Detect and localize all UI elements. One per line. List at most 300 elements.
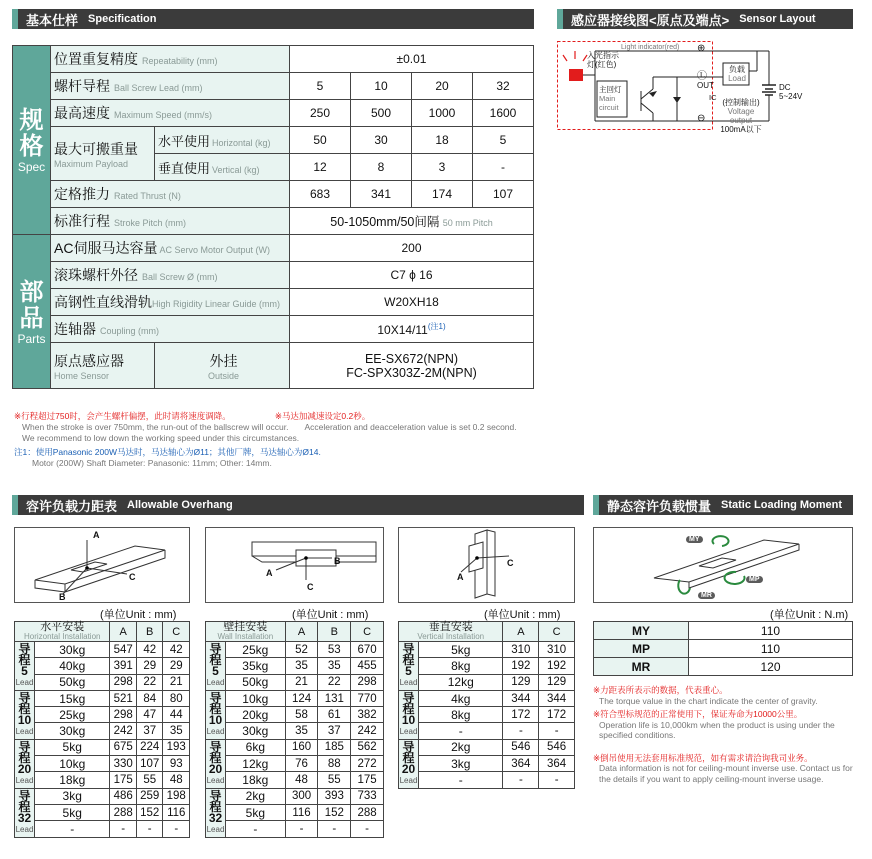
value-cell: 298	[351, 674, 384, 690]
value-cell: 298	[110, 707, 137, 723]
coupling-label: 连轴器 Coupling (mm)	[51, 316, 290, 343]
table-row	[206, 804, 384, 820]
spec-row-speed	[13, 100, 534, 127]
table-row	[15, 788, 190, 804]
horizontal-label: 水平使用 Horizontal (kg)	[155, 127, 290, 154]
note-motor-en: Motor (200W) Shaft Diameter: Panasonic: 11mm; Other: 14mm.	[32, 458, 272, 468]
value-cell: 116	[163, 804, 190, 820]
vertical-diagram	[398, 527, 575, 603]
value-cell: 131	[318, 690, 351, 706]
value-cell: 192	[503, 658, 539, 674]
minus-terminal: ⊖	[697, 113, 706, 124]
table-row	[206, 690, 384, 706]
table-row	[399, 739, 575, 755]
moment-unit-label: (单位Unit : N.m)	[770, 609, 849, 621]
screw-label: 滚珠螺杆外径 Ball Screw Ø (mm)	[51, 262, 290, 289]
value-cell: 310	[503, 642, 539, 658]
table-row	[399, 642, 575, 658]
axis-b-label: B	[334, 556, 341, 566]
weight-cell: 50kg	[226, 674, 286, 690]
table-row	[15, 642, 190, 658]
horizontal-value: 5	[473, 127, 534, 154]
value-cell: 193	[163, 739, 190, 755]
repeatability-value: ±0.01	[290, 46, 534, 73]
column-header: A	[110, 622, 137, 642]
spec-row-guide	[13, 289, 534, 316]
axis-c-label: C	[307, 582, 314, 592]
horizontal-unit-label: (单位Unit : mm)	[100, 609, 177, 621]
spec-row-lead	[13, 73, 534, 100]
value-cell: 76	[285, 756, 318, 772]
table-row	[399, 756, 575, 772]
spec-row-coupling	[13, 316, 534, 343]
value-cell: 58	[285, 707, 318, 723]
note-accel-zh: ※马达加减速设定0.2秒。	[274, 411, 371, 421]
note-motor-zh: 注1：使用Panasonic 200W马达时，马达轴心为Ø11；其他厂牌，马达轴心为Ø14.	[14, 447, 321, 457]
value-cell: -	[163, 821, 190, 837]
value-cell: 272	[351, 756, 384, 772]
spec-group-label: 规格 Spec	[13, 46, 51, 235]
weight-cell: 35kg	[226, 658, 286, 674]
value-cell: 44	[163, 707, 190, 723]
moment-note-3-zh: ※倒吊使用无法套用标准规范，如有需求请洽询我司业务。	[593, 752, 813, 763]
value-cell: 546	[503, 739, 539, 755]
motor-value: 200	[290, 235, 534, 262]
main-circuit-label: 主回灯 Main circuit	[599, 85, 622, 112]
spec-row-stroke	[13, 208, 534, 235]
horizontal-diagram	[14, 527, 190, 603]
mp-rotation-icon	[725, 572, 745, 584]
installation-title: 垂直安装 Vertical Installation	[399, 622, 503, 642]
value-cell: 116	[285, 804, 318, 820]
guide-label: 高钢性直线滑轨High Rigidity Linear Guide (mm)	[51, 289, 290, 316]
value-cell: 486	[110, 788, 137, 804]
overhang-section-header	[12, 495, 584, 515]
vertical-label: 垂直使用 Vertical (kg)	[155, 154, 290, 181]
table-row	[206, 658, 384, 674]
speed-value: 500	[351, 100, 412, 127]
value-cell: -	[110, 821, 137, 837]
value-cell: 47	[136, 707, 163, 723]
lead-cell: 导程 10 Lead	[399, 690, 419, 739]
overhang-header-row	[15, 622, 190, 642]
axis-c-label: C	[507, 558, 514, 568]
home-sensor-label: 原点感应器 Home Sensor	[51, 343, 155, 389]
mp-label: MP	[746, 576, 763, 583]
value-cell: 48	[163, 772, 190, 788]
weight-cell: 3kg	[35, 788, 110, 804]
lead-value: 32	[473, 73, 534, 100]
coupling-note-ref: (注1)	[427, 322, 446, 331]
value-cell: 22	[136, 674, 163, 690]
lead-value: 20	[412, 73, 473, 100]
value-cell: 175	[351, 772, 384, 788]
moment-row: MP 110	[594, 640, 853, 658]
table-row	[399, 690, 575, 706]
table-row	[15, 756, 190, 772]
value-cell: 198	[163, 788, 190, 804]
value-cell: 21	[285, 674, 318, 690]
table-row	[206, 739, 384, 755]
value-cell: -	[285, 821, 318, 837]
value-cell: -	[539, 772, 575, 788]
moment-notes	[593, 685, 861, 784]
value-cell: 192	[539, 658, 575, 674]
lead-value: 5	[290, 73, 351, 100]
wall-overhang-table	[205, 621, 384, 838]
value-cell: 88	[318, 756, 351, 772]
value-cell: 35	[318, 658, 351, 674]
weight-cell: 6kg	[226, 739, 286, 755]
value-cell: 22	[318, 674, 351, 690]
value-cell: -	[503, 772, 539, 788]
spec-row-repeatability	[13, 46, 534, 73]
guide-value: W20XH18	[290, 289, 534, 316]
weight-cell: 30kg	[35, 723, 110, 739]
moment-note-1-en: The torque value in the chart indicate the center of gravity.	[599, 695, 818, 706]
spec-row-horizontal	[13, 127, 534, 154]
value-cell: 288	[351, 804, 384, 820]
installation-title: 壁挂安装 Wall Installation	[206, 622, 286, 642]
weight-cell: 8kg	[419, 707, 503, 723]
moment-section-header	[593, 495, 853, 515]
weight-cell: 10kg	[35, 756, 110, 772]
light-label-en: Light indicator(red)	[621, 44, 680, 51]
spec-header-en: Specification	[88, 13, 157, 25]
column-header: B	[136, 622, 163, 642]
lead-cell: 导程 20 Lead	[206, 739, 226, 788]
value-cell: 61	[318, 707, 351, 723]
sensor-header-en: Sensor Layout	[739, 13, 816, 25]
table-row	[206, 723, 384, 739]
table-row	[206, 788, 384, 804]
moment-row: MY 110	[594, 622, 853, 640]
horizontal-overhang-table	[14, 621, 190, 838]
weight-cell: 25kg	[35, 707, 110, 723]
lead-cell: 导程 32 Lead	[15, 788, 35, 837]
speed-value: 1600	[473, 100, 534, 127]
value-cell: -	[318, 821, 351, 837]
table-row	[206, 756, 384, 772]
value-cell: 152	[318, 804, 351, 820]
weight-cell: 3kg	[419, 756, 503, 772]
overhang-header-en: Allowable Overhang	[127, 499, 233, 511]
spec-notes	[14, 411, 544, 469]
coupling-value: 10X14/11$^{(注1)}$	[290, 316, 534, 343]
table-row	[399, 674, 575, 690]
value-cell: 35	[285, 658, 318, 674]
weight-cell: 5kg	[419, 642, 503, 658]
value-cell: 670	[351, 642, 384, 658]
vertical-value: 3	[412, 154, 473, 181]
weight-cell: 40kg	[35, 658, 110, 674]
light-rays-icon	[563, 51, 587, 61]
weight-cell: 5kg	[35, 739, 110, 755]
speed-label: 最高速度 Maximum Speed (mm/s)	[51, 100, 290, 127]
horizontal-value: 30	[351, 127, 412, 154]
axis-b-label: B	[59, 592, 66, 602]
value-cell: 770	[351, 690, 384, 706]
overhang-header-row	[206, 622, 384, 642]
weight-cell: 12kg	[419, 674, 503, 690]
column-header: B	[318, 622, 351, 642]
table-row	[399, 658, 575, 674]
moment-row: MR 120	[594, 658, 853, 676]
control-output-label: (控制输出) Voltage output 100mA以下	[720, 98, 762, 134]
value-cell: 391	[110, 658, 137, 674]
value-cell: 37	[136, 723, 163, 739]
stroke-value: 50-1050mm/50间隔 50 mm Pitch	[290, 208, 534, 235]
table-row	[206, 674, 384, 690]
weight-cell: 12kg	[226, 756, 286, 772]
note-stroke-en: When the stroke is over 750mm, the run-out of the ballscrew will occur.	[22, 422, 289, 432]
weight-cell: -	[35, 821, 110, 837]
table-row	[15, 804, 190, 820]
thrust-value: 683	[290, 181, 351, 208]
value-cell: 344	[503, 690, 539, 706]
weight-cell: 4kg	[419, 690, 503, 706]
value-cell: 259	[136, 788, 163, 804]
value-cell: 675	[110, 739, 137, 755]
value-cell: -	[351, 821, 384, 837]
value-cell: 107	[136, 756, 163, 772]
out-label: OUT	[697, 81, 714, 90]
weight-cell: 2kg	[419, 739, 503, 755]
value-cell: 521	[110, 690, 137, 706]
repeatability-label: 位置重复精度 Repeatability (mm)	[51, 46, 290, 73]
sensor-section-header	[557, 9, 853, 29]
vertical-value: 12	[290, 154, 351, 181]
plus-terminal: ⊕	[697, 43, 706, 54]
lead-cell: 导程 5 Lead	[15, 642, 35, 691]
ic-label: IC	[709, 93, 717, 102]
column-header: C	[163, 622, 190, 642]
wall-diagram	[205, 527, 384, 603]
spec-row-home	[13, 343, 534, 389]
value-cell: -	[136, 821, 163, 837]
spec-row-motor	[13, 235, 534, 262]
table-row	[15, 723, 190, 739]
weight-cell: 30kg	[226, 723, 286, 739]
value-cell: 330	[110, 756, 137, 772]
axis-a-label: A	[266, 568, 273, 578]
value-cell: 53	[318, 642, 351, 658]
value-cell: 42	[136, 642, 163, 658]
value-cell: 546	[539, 739, 575, 755]
value-cell: 42	[163, 642, 190, 658]
horizontal-value: 18	[412, 127, 473, 154]
moment-note-2-en: Operation life is 10,000km when the product is using under the specified conditions.	[599, 719, 835, 740]
spec-header-zh: 基本仕样	[26, 12, 79, 28]
value-cell: 455	[351, 658, 384, 674]
weight-cell: 18kg	[35, 772, 110, 788]
load-label: 负载 Load	[728, 65, 746, 83]
note-stroke-zh: ※行程超过750时，会产生螺杆偏摆，此时请将速度调降。	[14, 411, 231, 421]
column-header: A	[285, 622, 318, 642]
overhang-header-zh: 容许负载力距表	[26, 498, 118, 514]
weight-cell: 30kg	[35, 642, 110, 658]
moment-note-3-en: Data information is not for ceiling-mount inverse use. Contact us for the details if you want to apply ceiling-mount inverse usage.	[599, 763, 853, 784]
spec-row-thrust	[13, 181, 534, 208]
weight-cell: 25kg	[226, 642, 286, 658]
table-row	[15, 707, 190, 723]
note-stroke-en2: We recommend to low down the working speed under this circumstances.	[22, 433, 300, 443]
spec-row-screw	[13, 262, 534, 289]
value-cell: 129	[539, 674, 575, 690]
lead-cell: 导程 5 Lead	[399, 642, 419, 691]
moment-table	[593, 621, 853, 676]
thrust-value: 107	[473, 181, 534, 208]
table-row	[399, 723, 575, 739]
value-cell: 547	[110, 642, 137, 658]
table-row	[206, 707, 384, 723]
value-cell: 300	[285, 788, 318, 804]
speed-value: 1000	[412, 100, 473, 127]
value-cell: -	[539, 723, 575, 739]
diode-icon	[673, 97, 681, 103]
vertical-unit-label: (单位Unit : mm)	[484, 609, 561, 621]
dc-label: DC 5~24V	[779, 83, 803, 101]
lead-cell: 导程 5 Lead	[206, 642, 226, 691]
sensor-diagram	[557, 41, 853, 141]
value-cell: 364	[503, 756, 539, 772]
table-row	[15, 658, 190, 674]
wall-unit-label: (单位Unit : mm)	[292, 609, 369, 621]
value-cell: 224	[136, 739, 163, 755]
value-cell: 55	[318, 772, 351, 788]
value-cell: 160	[285, 739, 318, 755]
value-cell: 152	[136, 804, 163, 820]
value-cell: 364	[539, 756, 575, 772]
value-cell: 242	[351, 723, 384, 739]
sensor-outline	[558, 42, 713, 130]
value-cell: 393	[318, 788, 351, 804]
payload-label: 最大可搬重量 Maximum Payload	[51, 127, 155, 181]
weight-cell: 10kg	[226, 690, 286, 706]
value-cell: 310	[539, 642, 575, 658]
mr-label: MR	[698, 592, 715, 599]
value-cell: 124	[285, 690, 318, 706]
weight-cell: 8kg	[419, 658, 503, 674]
table-row	[15, 690, 190, 706]
value-cell: 172	[503, 707, 539, 723]
table-row	[399, 772, 575, 788]
moment-diagram	[593, 527, 853, 603]
value-cell: -	[503, 723, 539, 739]
value-cell: 242	[110, 723, 137, 739]
lead-label: 螺杆导程 Ball Screw Lead (mm)	[51, 73, 290, 100]
sensor-header-zh: 感应器接线图<原点及端点>	[571, 12, 730, 28]
value-cell: 35	[285, 723, 318, 739]
table-row	[206, 821, 384, 837]
value-cell: 84	[136, 690, 163, 706]
value-cell: 37	[318, 723, 351, 739]
thrust-label: 定格推力 Rated Thrust (N)	[51, 181, 290, 208]
value-cell: 35	[163, 723, 190, 739]
weight-cell: 50kg	[35, 674, 110, 690]
axis-c-label: C	[129, 572, 136, 582]
table-row	[15, 772, 190, 788]
weight-cell: -	[419, 772, 503, 788]
spec-table	[12, 45, 534, 389]
value-cell: 29	[163, 658, 190, 674]
value-cell: 21	[163, 674, 190, 690]
note-accel-en: Acceleration and deacceleration value is set 0.2 second.	[304, 422, 517, 432]
table-row	[15, 739, 190, 755]
weight-cell: -	[226, 821, 286, 837]
home-sensor-value: EE-SX672(NPN) FC-SPX303Z-2M(NPN)	[290, 343, 534, 389]
motor-label: AC伺服马达容量 AC Servo Motor Output (W)	[51, 235, 290, 262]
lead-value: 10	[351, 73, 412, 100]
value-cell: 185	[318, 739, 351, 755]
my-rotation-icon	[713, 536, 729, 546]
lead-cell: 导程 10 Lead	[206, 690, 226, 739]
value-cell: 298	[110, 674, 137, 690]
vertical-value: -	[473, 154, 534, 181]
table-row	[15, 821, 190, 837]
moment-header-zh: 静态容许负载惯量	[607, 498, 712, 514]
lead-cell: 导程 32 Lead	[206, 788, 226, 837]
lead-cell: 导程 20 Lead	[15, 739, 35, 788]
l-terminal: Ⓛ	[697, 71, 707, 82]
axis-a-label: A	[93, 530, 100, 540]
moment-header-en: Static Loading Moment	[721, 499, 843, 511]
value-cell: 175	[110, 772, 137, 788]
value-cell: 52	[285, 642, 318, 658]
home-sensor-mount: 外挂 Outside	[155, 343, 290, 389]
weight-cell: 15kg	[35, 690, 110, 706]
table-row	[206, 772, 384, 788]
table-row	[399, 707, 575, 723]
lead-cell: 导程 10 Lead	[15, 690, 35, 739]
screw-value: C7 ϕ 16	[290, 262, 534, 289]
value-cell: 48	[285, 772, 318, 788]
stroke-label: 标准行程 Stroke Pitch (mm)	[51, 208, 290, 235]
weight-cell: 5kg	[226, 804, 286, 820]
thrust-value: 341	[351, 181, 412, 208]
column-header: A	[503, 622, 539, 642]
weight-cell: 20kg	[226, 707, 286, 723]
table-row	[206, 642, 384, 658]
table-row	[15, 674, 190, 690]
lead-cell: 导程 20 Lead	[399, 739, 419, 788]
installation-title: 水平安装 Horizontal Installation	[15, 622, 110, 642]
value-cell: 93	[163, 756, 190, 772]
vertical-value: 8	[351, 154, 412, 181]
my-label: MY	[686, 536, 703, 543]
parts-group-label: 部品 Parts	[13, 235, 51, 389]
weight-cell: 5kg	[35, 804, 110, 820]
value-cell: 733	[351, 788, 384, 804]
value-cell: 562	[351, 739, 384, 755]
value-cell: 80	[163, 690, 190, 706]
value-cell: 382	[351, 707, 384, 723]
light-indicator-icon	[569, 69, 583, 81]
value-cell: 55	[136, 772, 163, 788]
column-header: C	[539, 622, 575, 642]
vertical-overhang-table	[398, 621, 575, 789]
weight-cell: 2kg	[226, 788, 286, 804]
moment-note-2-zh: ※符合型标规范的正常使用下，保证寿命为10000公里。	[593, 709, 803, 719]
light-label: 入光指示灯(红色)	[587, 51, 619, 69]
moment-note-1-zh: ※力距表所表示的数据，代表重心。	[593, 685, 728, 695]
horizontal-value: 50	[290, 127, 351, 154]
speed-value: 250	[290, 100, 351, 127]
value-cell: 29	[136, 658, 163, 674]
spec-section-header	[12, 9, 534, 29]
weight-cell: 18kg	[226, 772, 286, 788]
value-cell: 172	[539, 707, 575, 723]
